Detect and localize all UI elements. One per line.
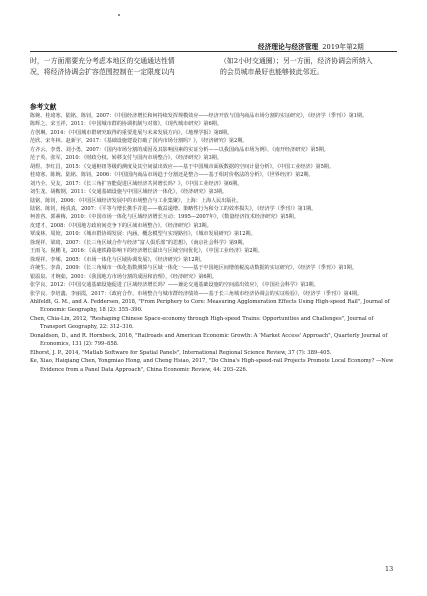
body-line: 的会员城市最好也能够彼此邻近。 bbox=[220, 67, 324, 76]
body-line: 时，一方面需要充分考虑本地区的交通通达性情 bbox=[30, 57, 175, 65]
reference-item: 徐现祥、李郇，2005：《市场一体化与区域协调发展》，《经济研究》第12期。 bbox=[30, 256, 205, 263]
reference-item-en: Elhorst, J. P., 2014, "Matlab Software for Spatial Panels", International Regional Science Review, 37 (7): 389–405. bbox=[30, 349, 332, 356]
reference-item: 银温泉、才婉茹，2001：《我国地方市场分割的成因和治理》，《经济研究》第6期。 bbox=[30, 273, 217, 280]
reference-item: 范欣、宋冬林、赵新宇，2017：《基础设施建设打破了国内市场分割吗？》，《经济研究》第2期。 bbox=[30, 138, 248, 145]
reference-item: 刘生龙、胡鞍钢，2011：《交通基础设施与中国区域经济一体化》，《经济研究》第3期。 bbox=[30, 189, 228, 196]
page-number: 13 bbox=[385, 565, 394, 573]
reference-item: 张学良、李培鑫、李丽霞，2017：《政府合作、市场整合与城市群经济绩效——基于长三角城市经济协调会的实证检验》，《经济学（季刊）》第4期。 bbox=[30, 290, 363, 297]
reference-item: 徐现祥、梁琦，2007：《长三角区域合作与经济“富人俱乐部”的思想》，《南京社会科学》第9期。 bbox=[30, 239, 248, 246]
running-header bbox=[258, 41, 364, 51]
header-rule bbox=[30, 51, 397, 52]
reference-item: 王雨飞、倪鹏飞，2016：《高速铁路影响下的经济增长溢出与区域空间优化》，《中国工业经济》第2期。 bbox=[30, 248, 263, 255]
issue-label: 2019年第2期 bbox=[322, 43, 364, 51]
reference-item: 桂琦寒、陈婉、陆铭、陈钊，2006：《中国国内商品市场趋于分割还是整合——基于相对价格法的分析》，《世界经济》第2期。 bbox=[30, 172, 314, 179]
reference-item: 皮建才，2008：《中国地方政府间竞争下的区域市场整合》，《经济研究》第3期。 bbox=[30, 222, 212, 229]
body-column-right bbox=[220, 56, 400, 77]
reference-item: 刘乃全、吴友，2017：《长三角扩容能促进区域经济共同增长吗？》，《中国工业经济》第6期。 bbox=[30, 180, 243, 187]
body-column-left bbox=[30, 56, 212, 77]
references-list bbox=[30, 112, 398, 374]
reference-item: 范子英、张军，2010：《财政分权、转移支付与国内市场整合》，《经济研究》第3期。 bbox=[30, 155, 222, 162]
reference-item: 许统生、李苗，2009：《长三角城市一体化指数测算与区域一体化一——基于中国地区间增值税流动数据的实证研究》，《经济学（季刊）》第1期。 bbox=[30, 265, 357, 272]
reference-item: 胡煜、李红昌，2015：《交通枢纽等级的测度及其空间溢出效应——基于中国城市面板数据的空间计量分析》，《中国工业经济》第5期。 bbox=[30, 163, 334, 170]
reference-item: 陈婉、桂琦寒、陆铭、陈钊，2007：《中国经济增长和何持续发挥规模效应——经济开放与国内商品市场分割的实证研究》，《经济学（季刊）》第1期。 bbox=[30, 113, 368, 119]
reference-item: 方创琳，2014：《中国城市群研究取得的重要进展与未来发展方向》，《地理学报》第8期。 bbox=[30, 129, 233, 136]
body-line: 况，将经济协调会扩容范围控制在一定限度以内 bbox=[30, 67, 175, 76]
reference-item: 柯善咨、郭素梅，2010：《中国市场一体化与区域经济增长互动：1995—2007年》，《数量经济技术经济研究》第5期。 bbox=[30, 214, 299, 221]
reference-item-en: Ke, Xiao, Haiqiang Chen, Yongmiao Hong, and Cheng Hsiao, 2017, "Do China's High-speed-rail Projects Promote Local Economy? —New Evidence from a Panel Data Approach", China Economic Review, 44: 203–226. bbox=[30, 358, 394, 373]
reference-item-en: Ahlfeldt, G. M., and A. Feddersen, 2018, "From Periphery to Core: Measuring Agglomeration Effects Using High-speed Rail", Journal of Economic Geography, 18 (2): 355–390. bbox=[30, 298, 390, 314]
scan-mark bbox=[118, 14, 120, 16]
reference-item: 方齐云、李勇、刘小勇，2007：《国内市场分割的成因及其影响因素的实证分析——以我国商品市场为例》，《南开经济研究》第5期。 bbox=[30, 146, 329, 153]
references-title: 参考文献 bbox=[30, 103, 57, 111]
reference-item: 陈辉之、宋玉祥，2011：《中国城市群的协调机制与对策》，《现代城市研究》第6期。 bbox=[30, 121, 222, 128]
reference-item-en: Donaldson, D., and R. Hornbeck, 2016, "Railroads and American Economic Growth: A 'Market Access' Approach", Quarterly Journal of Economics, 131 (2): 799–858. bbox=[30, 332, 388, 348]
journal-name: 经济理论与经济管理 bbox=[258, 43, 319, 51]
reference-item-en: Chen, Chia-Lin, 2012, "Reshaping Chinese Space-economy through High-speed Trains: Opportunities and Challenges", Journal of Transport Geography, 22: 312–316. bbox=[30, 315, 374, 331]
reference-item: 覃成林、周姣，2010：《城市群协调发展：内涵、概念模型与实现路径》，《城市发展研究》第12期。 bbox=[30, 231, 256, 238]
body-line: （如2小时交通圈）；另一方面，经济协调会所纳入 bbox=[220, 57, 373, 65]
reference-item: 张学良，2012：《中国交通基础设施促进了区域经济增长吗？——兼论交通基础设施的空间溢出效应》，《中国社会科学》第3期。 bbox=[30, 282, 319, 289]
reference-item: 陆铭、陈钊，杨真真，2007：《平等与增长携手并进——收益递增、策略性行为和分工的效率损失》，《经济学（季刊）》第1期。 bbox=[30, 205, 317, 212]
reference-item: 陆铭，陈钊，2006：《中国区域经济发展中的市场整合与工业集聚》，上海：上海人民出版社。 bbox=[30, 197, 242, 204]
